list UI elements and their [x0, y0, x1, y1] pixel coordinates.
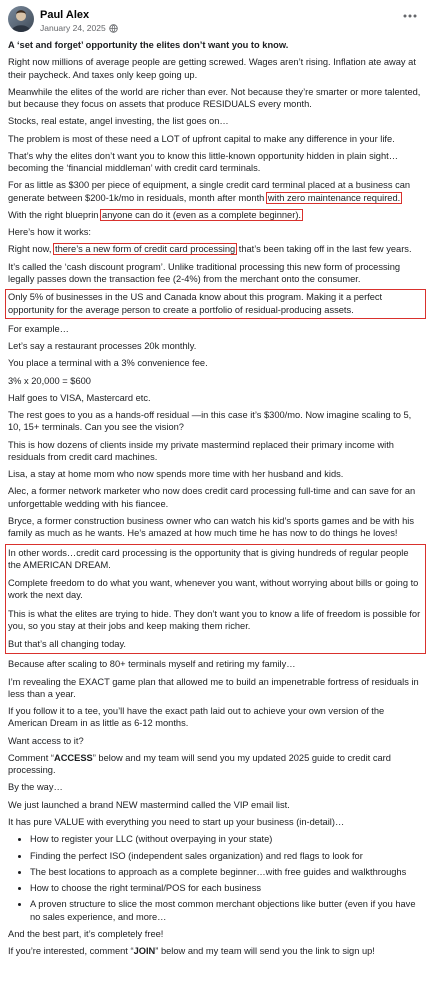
- list-item: • Finding the perfect ISO (independent sales organization) and red flags to look for: [30, 850, 423, 862]
- paragraph: Alec, a former network marketer who now does credit card processing full-time and can save for an unforgettable wedding with his fiancee.: [8, 486, 416, 509]
- paragraph: 3% x 20,000 = $600: [8, 375, 91, 386]
- list-item: • The best locations to approach as a complete beginner…with free guides and walkthroughs: [30, 866, 423, 878]
- paragraph: The problem is most of these need a LOT of upfront capital to make any difference in your life.: [8, 133, 395, 144]
- text-span: Comment “: [8, 752, 54, 763]
- paragraph: You place a terminal with a 3% convenience fee.: [8, 358, 208, 369]
- paragraph: I’m revealing the EXACT game plan that allowed me to build an impenetrable fortress of residuals in less than a year.: [8, 676, 419, 699]
- highlighted-block: [6, 545, 425, 654]
- post-date[interactable]: [40, 23, 118, 34]
- post-date-text: January 24, 2025: [40, 23, 106, 33]
- paragraph: Bryce, a former construction business owner who can watch his kid’s sports games and be with his family as much as he wants. He’s amazed at how much time he has now to do things he loves!: [8, 515, 414, 539]
- paragraph: This is what the elites are trying to hide. They don’t want you to know a life of freedom is possible for you, so you stay at their jobs and keep making them richer.: [8, 608, 421, 631]
- list-item: • How to register your LLC (without overpaying in your state): [30, 833, 423, 845]
- paragraph: Want access to it?: [8, 735, 84, 746]
- post-headline: A ‘set and forget’ opportunity the elites don’t want you to know.: [8, 40, 289, 50]
- paragraph: But that’s all changing today.: [8, 639, 127, 650]
- keyword-access: ACCESS: [53, 752, 93, 763]
- highlighted-text: there’s a new form of credit card processing: [55, 244, 236, 255]
- highlighted-text: with zero maintenance required.: [267, 192, 401, 203]
- paragraph: The rest goes to you as a hands-off residual —in this case it’s $300/mo. Now imagine scaling to 5, 10, 15+ terminals. Can you see the vision?: [8, 410, 412, 433]
- paragraph: It has pure VALUE with everything you need to start up your business (in-detail)…: [8, 817, 345, 828]
- text-span: ” below and my team will send you the link to sign up!: [155, 946, 375, 957]
- avatar[interactable]: [8, 6, 34, 32]
- paragraph: For example…: [8, 323, 69, 334]
- paragraph: [8, 243, 423, 255]
- post-body: [8, 39, 423, 962]
- paragraph: And the best part, it’s completely free!: [8, 928, 164, 939]
- paragraph: [8, 179, 423, 204]
- paragraph: Stocks, real estate, angel investing, the list goes on…: [8, 116, 229, 127]
- text-span: Right now,: [8, 244, 54, 255]
- paragraph: Here’s how it works:: [8, 227, 92, 238]
- text-span: For as little as $300 per piece of equipment, a single credit card terminal placed at a business can generate between $200-1k/mo in residuals, month after month: [8, 180, 411, 203]
- paragraph: That’s why the elites don’t want you to know this little-known opportunity hidden in plain sight…becoming the ‘financial middleman’ with credit card terminals.: [8, 150, 398, 174]
- globe-icon: [109, 24, 118, 33]
- paragraph: This is how dozens of clients inside my private mastermind replaced their primary income with residuals from credit card machines.: [8, 439, 394, 462]
- text-span: If you’re interested, comment “: [8, 946, 134, 957]
- paragraph: It’s called the ‘cash discount program’. Unlike traditional processing this new form of processing legally passes down the transaction fee (2-4%) from the merchant onto the consumer.: [8, 261, 401, 284]
- paragraph: Only 5% of businesses in the US and Canada know about this program. Making it a perfect opportunity for the average person to create a portfolio of residual-producing assets.: [8, 292, 383, 315]
- avatar-photo-icon: [8, 6, 34, 32]
- paragraph: Right now millions of average people are getting screwed. Wages aren’t rising. Inflation ate away at their paycheck. And taxes only keep going up.: [8, 57, 416, 80]
- author-name[interactable]: Paul Alex: [40, 9, 90, 21]
- paragraph: Half goes to VISA, Mastercard etc.: [8, 392, 151, 403]
- keyword-join: JOIN: [133, 946, 156, 957]
- paragraph: Because after scaling to 80+ terminals myself and retiring my family…: [8, 659, 296, 670]
- list-item: • A proven structure to slice the most common merchant objections like butter (even if you have no sales experience, and more…: [30, 898, 423, 923]
- text-span: With the right blueprin: [8, 209, 99, 220]
- bullet-list: [8, 833, 423, 923]
- paragraph: [8, 209, 423, 221]
- more-dots-icon: [401, 10, 419, 22]
- paragraph: Complete freedom to do what you want, whenever you want, without worrying about bills or going to work the next day.: [8, 578, 419, 601]
- paragraph: If you follow it to a tee, you’ll have the exact path laid out to achieve your own version of the American Dream in as little as 6-12 months.: [8, 706, 385, 729]
- highlighted-block: [6, 290, 425, 318]
- paragraph: Lisa, a stay at home mom who now spends more time with her husband and kids.: [8, 469, 344, 480]
- text-span: ” below and my team will send you my updated 2025 guide to credit card processing.: [8, 752, 391, 776]
- post-header: [8, 4, 421, 36]
- paragraph: Let’s say a restaurant processes 20k monthly.: [8, 341, 197, 352]
- paragraph: We just launched a brand NEW mastermind called the VIP email list.: [8, 799, 290, 810]
- paragraph: Meanwhile the elites of the world are richer than ever. Not because they’re smarter or more talented, but because they focus on assets that produce RESIDUALS every month.: [8, 86, 421, 110]
- paragraph: [8, 945, 423, 957]
- paragraph: In other words…credit card processing is the opportunity that is giving hundreds of regular people the AMERICAN DREAM.: [8, 547, 409, 570]
- text-span: that’s been taking off in the last few years.: [236, 244, 412, 255]
- more-options-button[interactable]: [401, 10, 419, 22]
- paragraph: [8, 752, 423, 777]
- list-item: • How to choose the right terminal/POS for each business: [30, 882, 423, 894]
- highlighted-text: anyone can do it (even as a complete beginner).: [102, 209, 302, 220]
- paragraph: By the way…: [8, 782, 63, 793]
